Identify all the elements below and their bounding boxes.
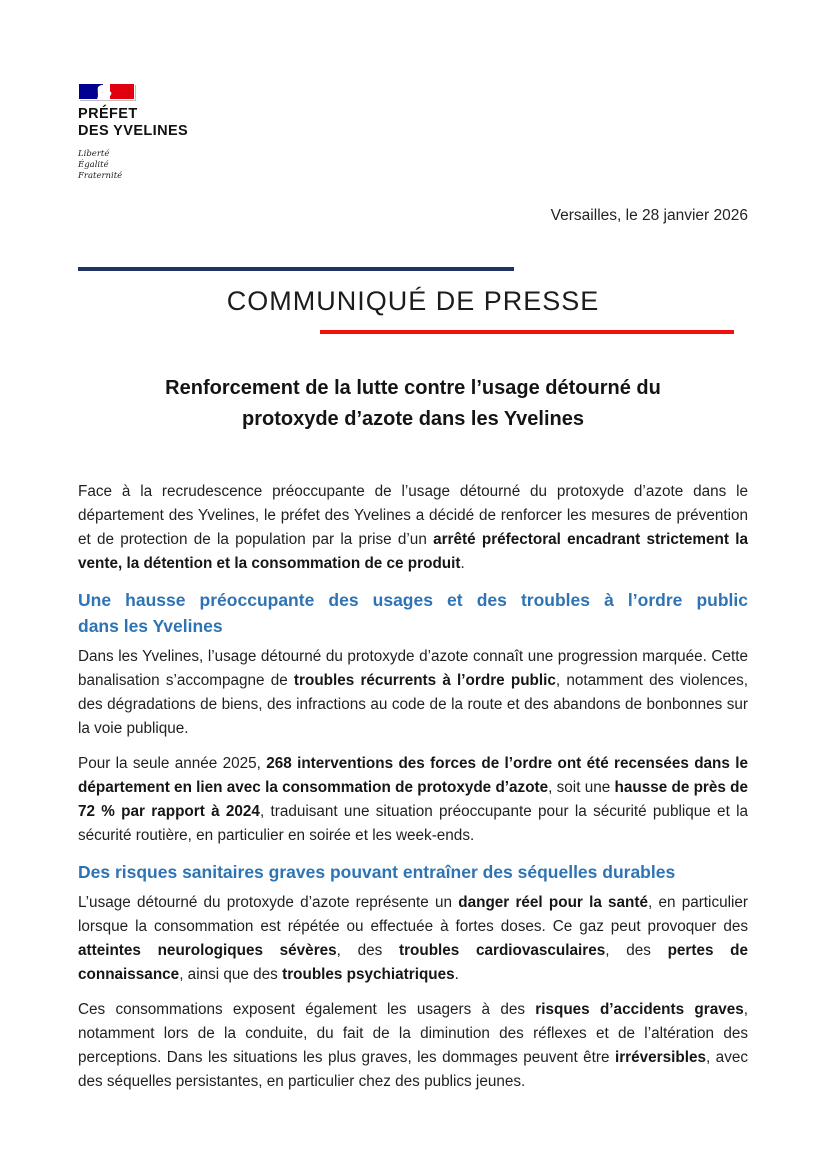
text-run: . bbox=[460, 555, 465, 572]
text-run: , avec des séquelles persistantes, en particulier chez des publics jeunes. bbox=[78, 1049, 748, 1090]
motto-liberte: Liberté bbox=[78, 149, 110, 159]
section-heading-line: Une hausse préoccupante des usages et des troubles à l’ordre public bbox=[78, 590, 748, 610]
section-heading-line: Des risques sanitaires graves pouvant entraîner des séquelles durables bbox=[78, 862, 676, 882]
prefecture-name-line1: PRÉFET bbox=[78, 106, 138, 122]
text-run: , traduisant une situation préoccupante pour la sécurité publique et la sécurité routière, en particulier en soirée et les week-ends. bbox=[78, 803, 749, 844]
section-heading bbox=[78, 859, 748, 885]
bold-text-run: troubles récurrents à l’ordre public bbox=[293, 672, 556, 689]
bold-text-run: arrêté préfectoral encadrant strictement la vente, la détention et la consommation de ce produit bbox=[78, 531, 748, 572]
bold-text-run: 268 interventions des forces de l’ordre ont été recensées dans le département en lien avec la consommation de protoxyde d’azote bbox=[78, 755, 748, 796]
body-paragraph bbox=[78, 480, 748, 576]
text-run: Pour la seule année 2025, bbox=[78, 755, 267, 772]
motto-egalite: Égalité bbox=[78, 160, 109, 170]
bold-text-run: risques d’accidents graves bbox=[535, 1001, 744, 1018]
bold-text-run: troubles psychiatriques bbox=[282, 966, 455, 983]
prefecture-logo bbox=[78, 84, 258, 182]
bold-text-run: troubles cardiovasculaires bbox=[398, 942, 606, 959]
text-run: Face à la recrudescence préoccupante de l’usage détourné du protoxyde d’azote dans le département des Yvelines, le préfet des Yvelines a décidé de renforcer les mesures de prévention et de protection de la population par la prise d’un bbox=[78, 483, 748, 548]
text-run: . bbox=[454, 966, 459, 983]
press-title bbox=[78, 373, 748, 435]
body-paragraph bbox=[78, 998, 748, 1094]
bold-text-run: danger réel pour la santé bbox=[458, 894, 649, 911]
section-heading-line: dans les Yvelines bbox=[78, 616, 223, 636]
bold-text-run: irréversibles bbox=[614, 1049, 706, 1066]
blue-divider-rule bbox=[78, 267, 514, 271]
document-body bbox=[78, 480, 748, 1094]
press-title-line1: Renforcement de la lutte contre l’usage détourné du bbox=[165, 377, 661, 399]
text-run: , ainsi que des bbox=[179, 966, 283, 983]
prefecture-name bbox=[78, 106, 258, 140]
red-divider-rule bbox=[320, 330, 734, 334]
text-run: L’usage détourné du protoxyde d’azote représente un bbox=[78, 894, 459, 911]
text-run: , soit une bbox=[548, 779, 615, 796]
motto-fraternite: Fraternité bbox=[78, 171, 123, 181]
text-run: , des bbox=[336, 942, 399, 959]
press-title-line2: protoxyde d’azote dans les Yvelines bbox=[242, 408, 584, 430]
french-flag-icon bbox=[79, 84, 135, 100]
text-run: Ces consommations exposent également les usagers à des bbox=[78, 1001, 536, 1018]
republic-motto bbox=[78, 149, 258, 182]
press-release-label: COMMUNIQUÉ DE PRESSE bbox=[226, 286, 600, 316]
text-run: , en particulier lorsque la consommation est répétée ou effectuée à fortes doses. Ce gaz peut provoquer des bbox=[78, 894, 749, 935]
text-run: , des bbox=[605, 942, 668, 959]
bold-text-run: hausse de près de 72 % par rapport à 2024 bbox=[78, 779, 749, 820]
text-run: Dans les Yvelines, l’usage détourné du protoxyde d’azote connaît une progression marquée. Cette banalisation s’accompagne de bbox=[78, 648, 748, 689]
bold-text-run: pertes de connaissance bbox=[78, 942, 749, 983]
content-column bbox=[78, 0, 748, 1105]
text-run: , notamment lors de la conduite, du fait de la diminution des réflexes et de l’altération des perceptions. Dans les situations les plus graves, les dommages peuvent être bbox=[78, 1001, 748, 1066]
body-paragraph bbox=[78, 645, 748, 741]
dateline: Versailles, le 28 janvier 2026 bbox=[550, 207, 748, 224]
prefecture-name-line2: DES YVELINES bbox=[78, 123, 189, 139]
section-heading bbox=[78, 587, 748, 639]
body-paragraph bbox=[78, 891, 748, 987]
bold-text-run: atteintes neurologiques sévères bbox=[78, 942, 337, 959]
body-paragraph bbox=[78, 752, 748, 848]
text-run: , notamment des violences, des dégradations de biens, des infractions au code de la route et des abandons de bonbonnes sur la voie publique. bbox=[78, 672, 748, 737]
